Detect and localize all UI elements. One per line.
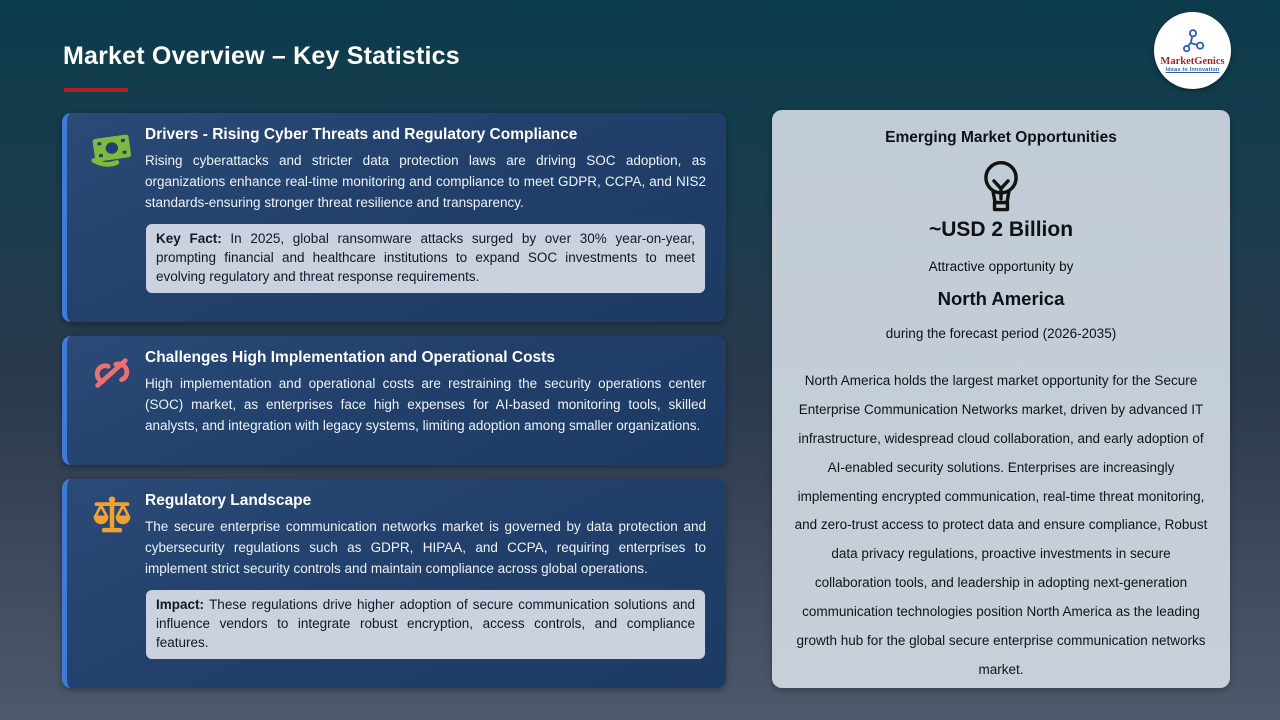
callout-label: Key Fact: [156, 230, 222, 246]
opportunity-description: North America holds the largest market opportunity for the Secure Enterprise Communication Networks market, driven by advanced IT infrastructure, widespread cloud collaboration, and early adoption of AI-enabled security solutions. Enterprises are increasingly implementing encrypted communication, real-time threat monitoring, and zero-trust access to protect data and ensure compliance, Robust data privacy regulations, proactive investments in secure collaboration tools, and leadership in adopting next-generation communication technologies position North America as the leading growth hub for the global secure enterprise communication networks market. [794, 373, 1208, 677]
card-body: Rising cyberattacks and stricter data protection laws are driving SOC adoption, as organizations enhance real-time monitoring and compliance to meet GDPR, CCPA, and NIS2 standards-ensuring stronger threat resilience and transparency. [145, 153, 706, 210]
opportunity-subtitle: Attractive opportunity by [928, 259, 1074, 274]
opportunity-region: North America [937, 288, 1065, 309]
panel-title: Emerging Market Opportunities [885, 129, 1117, 146]
molecule-icon [1178, 28, 1208, 55]
callout-text: These regulations drive higher adoption of secure communication solutions and influence vendors to integrate robust encryption, access controls, and compliance features. [156, 596, 695, 651]
opportunity-panel [772, 110, 1230, 688]
broken-link-icon [89, 352, 135, 394]
callout-label: Impact: [156, 596, 205, 612]
logo [1154, 12, 1231, 89]
card-regulatory [62, 479, 726, 688]
callout-text: In 2025, global ransomware attacks surged by over 30% year-on-year, prompting financial and healthcare institutions to expand SOC investments to meet evolving regulatory and threat response requirements. [156, 230, 695, 285]
lightbulb-icon [975, 160, 1027, 216]
opportunity-period: during the forecast period (2026-2035) [885, 326, 1117, 341]
opportunity-value: ~USD 2 Billion [928, 218, 1074, 241]
card-challenges [62, 336, 726, 465]
card-heading: Challenges High Implementation and Operational Costs [145, 349, 555, 366]
key-fact-box [145, 223, 706, 294]
money-icon [89, 129, 135, 171]
scales-icon [89, 495, 135, 537]
card-heading: Drivers - Rising Cyber Threats and Regulatory Compliance [145, 126, 578, 143]
card-heading: Regulatory Landscape [145, 492, 312, 509]
impact-box [145, 589, 706, 660]
card-body: High implementation and operational costs are restraining the security operations center (SOC) market, as enterprises face high expenses for AI-based monitoring tools, skilled analysts, and integration with legacy systems, limiting adoption among smaller organizations. [145, 376, 706, 433]
card-body: The secure enterprise communication networks market is governed by data protection and cybersecurity regulations such as GDPR, HIPAA, and CCPA, requiring enterprises to implement strict security controls and maintain compliance across global operations. [145, 519, 706, 576]
logo-name: MarketGenics [1160, 55, 1225, 67]
logo-tagline: Ideas to Innovation [1165, 67, 1220, 74]
card-drivers [62, 113, 726, 322]
title-underline [64, 88, 128, 92]
page-title: Market Overview – Key Statistics [63, 42, 460, 70]
